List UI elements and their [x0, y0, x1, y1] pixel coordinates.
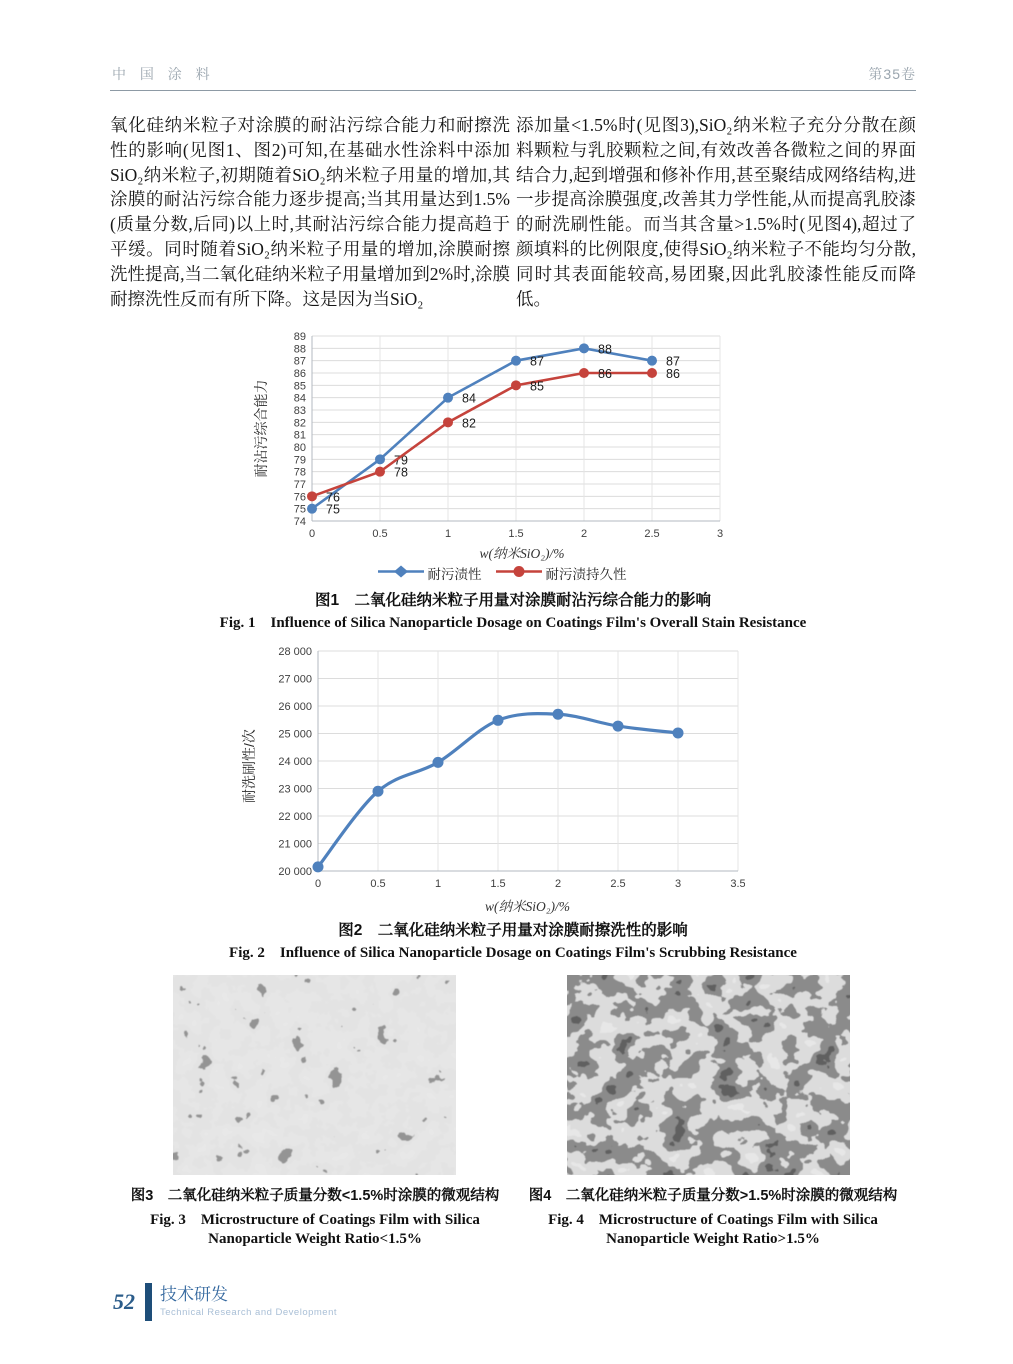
- svg-text:87: 87: [530, 354, 544, 369]
- svg-text:88: 88: [293, 343, 306, 356]
- svg-text:83: 83: [293, 405, 306, 417]
- chart1-xaxis-label-text: w(纳米SiO₂)/%: [479, 546, 565, 561]
- svg-text:24 000: 24 000: [278, 756, 312, 768]
- figure2-caption-en: Fig. 2 Influence of Silica Nanoparticle Dosage on Coatings Film's Scrubbing Resistance: [229, 945, 797, 961]
- figure3-caption-en-line2: Nanoparticle Weight Ratio<1.5%: [208, 1231, 422, 1247]
- svg-text:85: 85: [293, 380, 306, 393]
- figure1-caption-cn: 图1 二氧化硅纳米粒子用量对涂膜耐沾污综合能力的影响: [314, 592, 712, 609]
- svg-text:84: 84: [462, 391, 476, 406]
- svg-text:3: 3: [674, 878, 682, 890]
- fig4-microstructure-image: [567, 975, 850, 1175]
- svg-text:26 000: 26 000: [278, 701, 312, 713]
- chart1-xaxis-label: [282, 542, 762, 562]
- svg-text:27 000: 27 000: [278, 673, 312, 686]
- journal-title: 中 国 涂 料: [112, 66, 215, 82]
- svg-text:1: 1: [444, 528, 452, 540]
- svg-text:0.5: 0.5: [372, 528, 388, 540]
- figure4-caption-cn: 图4 二氧化硅纳米粒子质量分数>1.5%时涂膜的微观结构: [528, 1188, 898, 1204]
- svg-text:82: 82: [293, 417, 306, 430]
- svg-text:耐洗刷性/次: 耐洗刷性/次: [241, 729, 257, 803]
- svg-text:78: 78: [394, 465, 408, 480]
- legend-item-series2: [496, 563, 627, 583]
- svg-text:81: 81: [293, 429, 306, 442]
- svg-text:25 000: 25 000: [278, 728, 312, 741]
- svg-text:75: 75: [293, 503, 306, 516]
- svg-text:20 000: 20 000: [278, 866, 312, 878]
- svg-text:87: 87: [293, 355, 306, 368]
- chart1-svg: [252, 330, 732, 545]
- figure4-caption-en-line1: Fig. 4 Microstructure of Coatings Film with Silica: [548, 1212, 878, 1228]
- svg-text:3: 3: [716, 528, 724, 540]
- chart2-svg: [240, 643, 745, 895]
- chart2-xaxis-label-text: w(纳米SiO₂)/%: [485, 899, 570, 914]
- legend-label-series2: 耐污渍持久性: [545, 567, 627, 582]
- svg-text:80: 80: [293, 442, 306, 454]
- svg-text:88: 88: [598, 342, 612, 357]
- svg-text:3.5: 3.5: [730, 878, 745, 890]
- svg-text:2.5: 2.5: [644, 528, 660, 540]
- svg-text:2: 2: [554, 878, 562, 890]
- figure3-caption-en-line1: Fig. 3 Microstructure of Coatings Film with Silica: [150, 1212, 480, 1228]
- legend-label-series1: 耐污渍性: [427, 567, 482, 582]
- svg-text:86: 86: [666, 367, 680, 381]
- svg-text:1.5: 1.5: [490, 878, 506, 890]
- svg-text:89: 89: [293, 331, 306, 343]
- figure4-caption-en-line2: Nanoparticle Weight Ratio>1.5%: [606, 1231, 820, 1247]
- figure2-caption-cn: 图2 二氧化硅纳米粒子用量对涂膜耐擦洗性的影响: [338, 922, 688, 939]
- page-footer: [113, 1283, 337, 1327]
- svg-text:耐沾污综合能力: 耐沾污综合能力: [253, 379, 269, 478]
- chart1-legend: [262, 563, 742, 583]
- svg-text:87: 87: [666, 354, 680, 369]
- svg-text:74: 74: [293, 516, 306, 528]
- svg-text:2: 2: [580, 528, 588, 540]
- svg-text:79: 79: [293, 454, 306, 467]
- svg-text:1: 1: [434, 878, 442, 890]
- svg-text:2.5: 2.5: [610, 878, 626, 890]
- section-title-en: Technical Research and Development: [160, 1307, 338, 1318]
- svg-text:0: 0: [308, 528, 316, 540]
- svg-text:77: 77: [293, 479, 306, 491]
- body-right-column: 添加量<1.5%时(见图3),SiO₂纳米粒子充分分散在颜料颗粒与乳胶颗粒之间,有效改善各微粒之间的界面结合力,起到增强和修补作用,甚至聚结成网络结构,进一步提高涂膜强度,改善其力学性能,从而提高乳胶漆的耐洗刷性能。而当其含量>1.5%时(见图4),超过了颜填料的比例限度,使得SiO₂纳米粒子不能均匀分散,同时其表面能较高,易团聚,因此乳胶漆性能反而降低。: [516, 115, 916, 309]
- svg-text:75: 75: [326, 502, 340, 517]
- volume-label: 第35卷: [868, 66, 916, 82]
- figure2-chart: [240, 643, 745, 914]
- svg-text:23 000: 23 000: [278, 783, 312, 796]
- svg-text:22 000: 22 000: [278, 811, 312, 823]
- footer-divider-bar: [145, 1283, 152, 1321]
- fig3-microstructure-image: [173, 975, 456, 1175]
- svg-text:85: 85: [530, 379, 544, 394]
- svg-text:86: 86: [293, 368, 306, 380]
- series1-marker-icon: [378, 565, 424, 581]
- svg-text:21 000: 21 000: [278, 838, 312, 851]
- svg-text:0.5: 0.5: [370, 878, 386, 890]
- svg-text:0: 0: [314, 878, 322, 890]
- body-left-column: 氧化硅纳米粒子对涂膜的耐沾污综合能力和耐擦洗性的影响(见图1、图2)可知,在基础水性涂料中添加SiO₂纳米粒子,初期随着SiO₂纳米粒子用量的增加,其涂膜的耐沾污综合能力逐步提高;当其用量达到1.5%(质量分数,后同)以上时,其耐沾污综合能力提高趋于平缓。同时随着SiO₂纳米粒子用量的增加,涂膜耐擦洗性提高,当二氧化硅纳米粒子用量增加到2%时,涂膜耐擦洗性反而有所下降。这是因为当SiO₂: [110, 115, 510, 309]
- legend-item-series1: [378, 563, 482, 583]
- chart2-xaxis-label: [275, 895, 780, 915]
- svg-text:76: 76: [326, 490, 340, 505]
- page-header: [110, 60, 916, 91]
- svg-text:84: 84: [293, 392, 306, 405]
- svg-text:86: 86: [598, 367, 612, 381]
- svg-text:1.5: 1.5: [508, 528, 524, 540]
- svg-text:76: 76: [293, 491, 306, 504]
- figure3-caption-cn: 图3 二氧化硅纳米粒子质量分数<1.5%时涂膜的微观结构: [130, 1188, 500, 1204]
- svg-text:28 000: 28 000: [278, 646, 312, 658]
- svg-text:82: 82: [462, 416, 476, 431]
- svg-text:78: 78: [293, 466, 306, 479]
- figure1-chart: [252, 330, 732, 582]
- figure1-caption-en: Fig. 1 Influence of Silica Nanoparticle Dosage on Coatings Film's Overall Stain Resistance: [219, 615, 807, 631]
- svg-text:79: 79: [394, 453, 408, 468]
- page-number: 52: [113, 1289, 135, 1314]
- series2-marker-icon: [496, 565, 542, 581]
- section-title-cn: 技术研发: [160, 1285, 228, 1304]
